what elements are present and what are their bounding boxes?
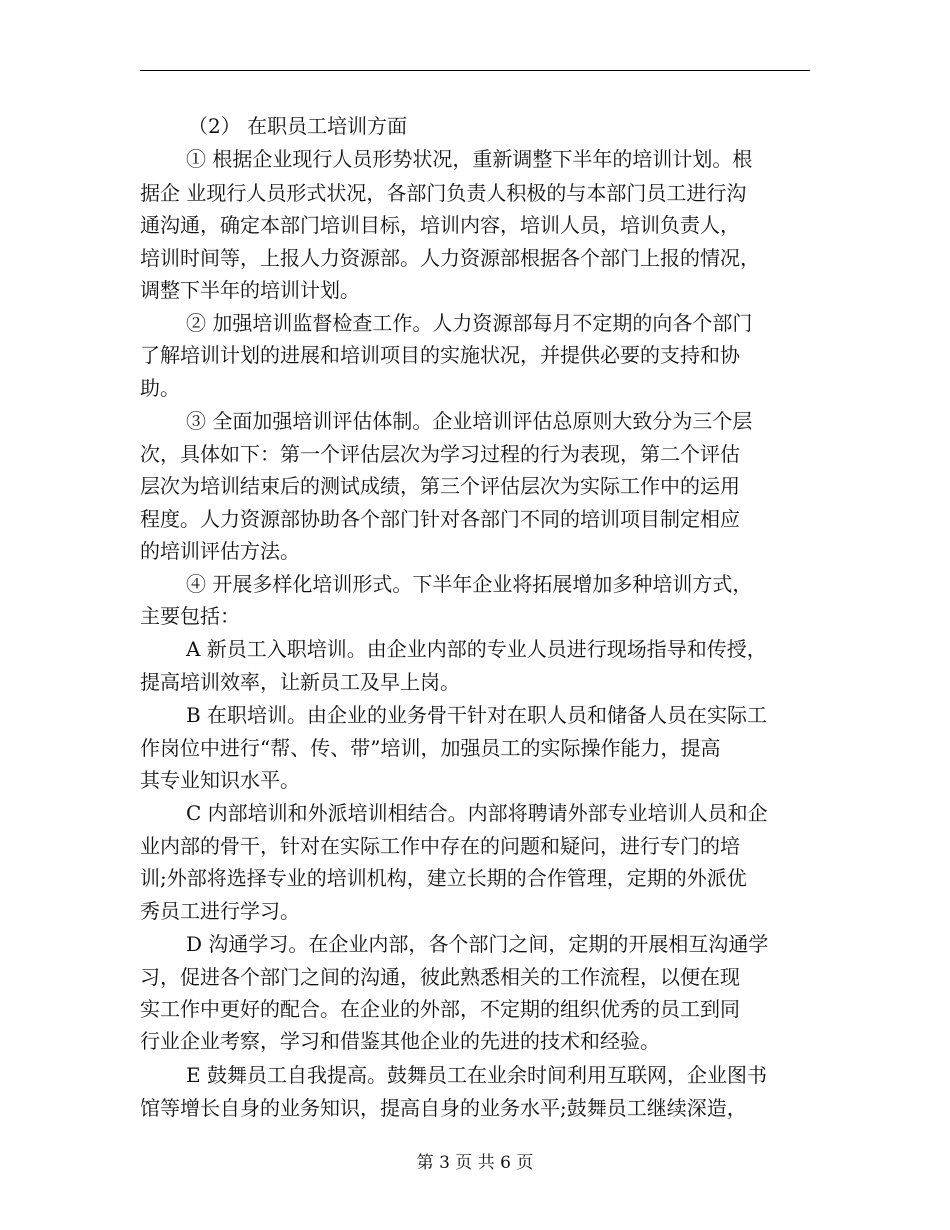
- text-line: （2） 在职员工培训方面: [188, 114, 408, 138]
- text-line: 提高培训效率，让新员工及早上岗。: [140, 670, 460, 694]
- text-line: 训;外部将选择专业的培训机构，建立长期的合作管理，定期的外派优: [140, 866, 747, 890]
- text-line: ④ 开展多样化培训形式。下半年企业将拓展增加多种培训方式，: [186, 572, 753, 596]
- text-line: 其专业知识水平。: [140, 768, 300, 792]
- text-line: 主要包括：: [140, 604, 240, 628]
- text-line: ① 根据企业现行人员形势状况，重新调整下半年的培训计划。根: [186, 147, 753, 171]
- page-footer: 第 3 页 共 6 页: [416, 1153, 534, 1173]
- text-line: 程度。人力资源部协助各个部门针对各部门不同的培训项目制定相应: [140, 507, 740, 531]
- text-line: 馆等增长自身的业务知识，提高自身的业务水平;鼓舞员工继续深造，: [140, 1096, 747, 1120]
- text-line: ③ 全面加强培训评估体制。企业培训评估总原则大致分为三个层: [186, 409, 753, 433]
- text-line: D 沟通学习。在企业内部，各个部门之间，定期的开展相互沟通学: [186, 932, 769, 956]
- text-line: ② 加强培训监督检查工作。人力资源部每月不定期的向各个部门: [186, 311, 753, 335]
- text-line: 秀员工进行学习。: [140, 899, 300, 923]
- header-rule: [140, 70, 810, 71]
- text-line: B 在职培训。由企业的业务骨干针对在职人员和储备人员在实际工: [186, 703, 768, 727]
- text-line: 调整下半年的培训计划。: [140, 278, 360, 302]
- text-line: 行业企业考察，学习和借鉴其他企业的先进的技术和经验。: [140, 1029, 660, 1053]
- text-line: 助。: [140, 376, 180, 400]
- text-line: 培训时间等，上报人力资源部。人力资源部根据各个部门上报的情况，: [140, 246, 760, 270]
- text-line: C 内部培训和外派培训相结合。内部将聘请外部专业培训人员和企: [186, 801, 768, 825]
- text-line: 次，具体如下：第一个评估层次为学习过程的行为表现，第二个评估: [140, 442, 740, 466]
- text-line: E 鼓舞员工自我提高。鼓舞员工在业余时间利用互联网，企业图书: [186, 1063, 767, 1087]
- text-line: 通沟通，确定本部门培训目标，培训内容，培训人员，培训负责人，: [140, 213, 740, 237]
- text-line: A 新员工入职培训。由企业内部的专业人员进行现场指导和传授，: [186, 637, 767, 661]
- text-line: 业内部的骨干，针对在实际工作中存在的问题和疑问，进行专门的培: [140, 834, 740, 858]
- text-line: 据企 业现行人员形式状况，各部门负责人积极的与本部门员工进行沟: [140, 181, 747, 205]
- text-line: 的培训评估方法。: [140, 539, 300, 563]
- text-line: 作岗位中进行“帮、传、带”培训，加强员工的实际操作能力，提高: [140, 736, 721, 760]
- text-line: 层次为培训结束后的测试成绩，第三个评估层次为实际工作中的运用: [140, 474, 740, 498]
- text-line: 实工作中更好的配合。在企业的外部，不定期的组织优秀的员工到同: [140, 997, 740, 1021]
- text-line: 习，促进各个部门之间的沟通，彼此熟悉相关的工作流程，以便在现: [140, 965, 740, 989]
- text-line: 了解培训计划的进展和培训项目的实施状况，并提供必要的支持和协: [140, 343, 740, 367]
